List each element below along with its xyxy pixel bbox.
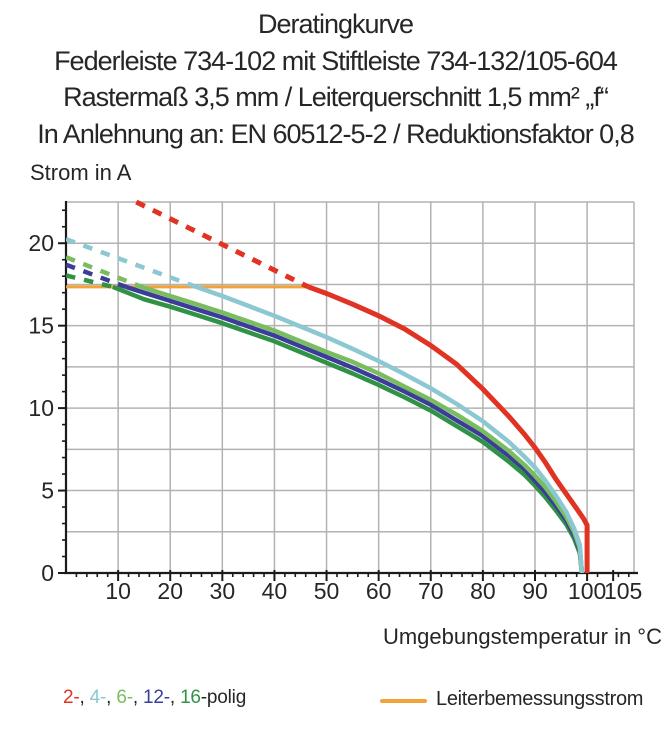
svg-text:80: 80 [470,578,496,604]
y-axis-title: Strom in A [30,160,132,185]
legend-part: 6- [116,687,133,708]
axes [64,201,638,574]
svg-text:60: 60 [365,578,392,604]
svg-text:0: 0 [41,560,54,586]
curve-solid-16-polig [113,287,582,573]
title-line-4: In Anlehnung an: EN 60512-5-2 / Reduktionsfaktor 0,8 [37,118,634,149]
title-line-2: Federleiste 734-102 mit Stiftleiste 734-132/105-604 [54,45,617,76]
svg-text:70: 70 [417,578,444,604]
title-line-3: Rastermaß 3,5 mm / Leiterquerschnitt 1,5 mm² „f“ [63,82,608,112]
svg-text:20: 20 [157,578,184,604]
legend-part: , [106,687,117,708]
legend-part: , [79,687,90,708]
legend-part: 16 [180,687,201,708]
curve-solid-2-polig [308,287,587,573]
svg-text:105: 105 [603,578,643,604]
gridlines [66,202,634,573]
curve-solid-12-polig [126,287,582,573]
legend-part: , [132,687,144,708]
svg-text:10: 10 [105,578,131,604]
svg-text:100: 100 [567,578,607,604]
title-line-1: Deratingkurve [257,9,414,39]
svg-text:15: 15 [28,312,54,339]
legend-series [63,687,246,709]
svg-text:10: 10 [28,395,54,422]
legend-part: 2- [63,687,80,708]
legend-part: -polig [200,687,247,708]
x-tick-labels [105,578,642,604]
legend-part: 12- [143,687,170,708]
legend-part: , [169,687,181,708]
y-tick-labels [28,230,54,586]
svg-text:20: 20 [28,230,54,257]
rated-current-swatch [380,699,427,703]
svg-text:5: 5 [41,477,54,504]
legend-part: 4- [89,687,107,708]
svg-text:50: 50 [313,578,340,604]
svg-text:30: 30 [209,578,236,604]
svg-text:40: 40 [261,578,288,604]
x-axis-title: Umgebungstemperatur in °C [382,624,662,649]
rated-current-label: Leiterbemessungsstrom [436,688,644,710]
svg-text:90: 90 [522,578,548,604]
curve-solid-6-polig [142,287,582,573]
